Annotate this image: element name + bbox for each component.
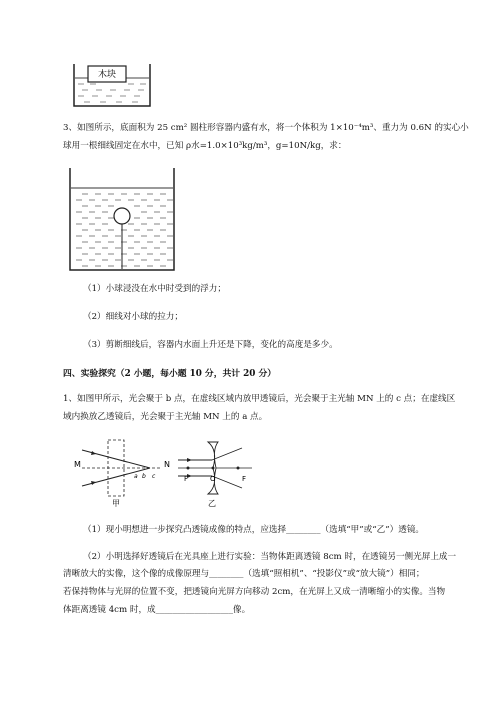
q4-1-line1: 1、如图甲所示，光会聚于 b 点，在虚线区域内放甲透镜后，光会聚于主光轴 MN 上的 c 点；在虚线区 <box>63 394 456 404</box>
label-a: a <box>134 473 138 480</box>
q3-sub3: （3）剪断细线后，容器内水面上升还是下降，变化的高度是多少。 <box>83 340 338 350</box>
label-m: M <box>74 460 81 469</box>
dashed-region <box>108 440 124 496</box>
label-c: c <box>152 473 156 480</box>
lens-figure <box>66 436 256 510</box>
label-b: b <box>142 473 146 480</box>
q4-1-sub1: （1）现小明想进一步探究凸透镜成像的特点，应选择________（选填“甲”或“乙”）透镜。 <box>83 525 425 535</box>
q4-1-sub2-line3: 若保持物体与光屏的位置不变，把透镜向光屏方向移动 2cm，在光屏上又成一清晰缩小的实像。当物 <box>63 587 446 597</box>
q3-line2: 球用一根细线固定在水中，已知 ρ水=1.0×10³kg/m³，g=10N/kg，求： <box>63 141 347 151</box>
q4-1-sub2-line2: 清晰放大的实像，这个像的成像原理与________（选填“照相机”、“投影仪”或“放大镜”）相同； <box>63 569 425 579</box>
label-n: N <box>164 460 170 469</box>
container-ball-figure <box>66 164 178 274</box>
q3-line1: 3、如图所示，底面积为 25 cm² 圆柱形容器内盛有水，将一个体积为 1×10⁻⁴m³、重力为 0.6N 的实心小 <box>63 123 469 133</box>
q3-sub1: （1）小球浸没在水中时受到的浮力； <box>83 284 226 294</box>
label-yi: 乙 <box>208 499 216 508</box>
q4-1-sub2-line1: （2）小明选择好透镜后在光具座上进行实验：当物体距离透镜 8cm 时，在透镜另一侧光屏上成一 <box>83 552 457 562</box>
label-f-left: F <box>184 475 189 483</box>
label-o: O <box>210 475 216 483</box>
q4-1-sub2-line4: 体距离透镜 4cm 时，成__________________像。 <box>63 605 251 615</box>
block-label: 木块 <box>97 70 117 80</box>
section4-heading: 四、实验探究（2 小题，每小题 10 分，共计 20 分） <box>63 369 277 379</box>
q3-sub2: （2）细线对小球的拉力； <box>83 312 183 322</box>
q4-1-line2: 域内换放乙透镜后，光会聚于主光轴 MN 上的 a 点。 <box>63 412 268 422</box>
label-jia: 甲 <box>112 499 120 508</box>
ball <box>114 208 130 224</box>
wooden-block-figure <box>70 60 154 112</box>
label-f-right: F <box>242 475 247 483</box>
